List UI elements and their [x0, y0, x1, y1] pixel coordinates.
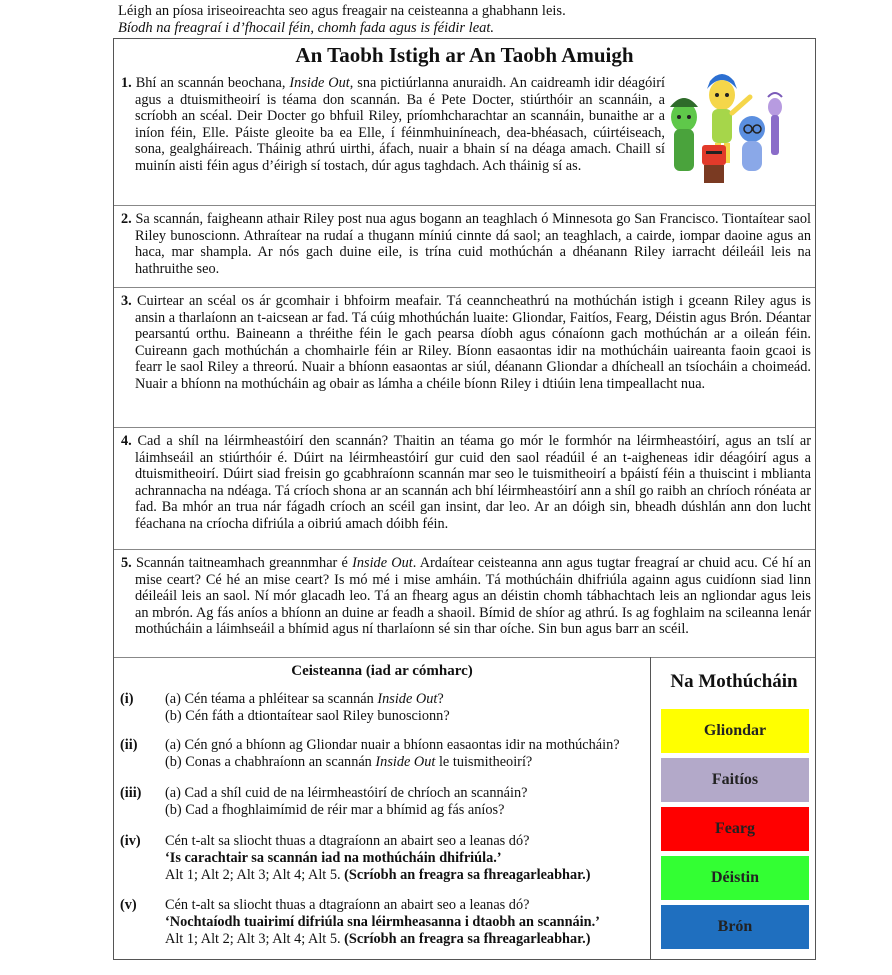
- paragraph-number: 5.: [121, 555, 132, 571]
- sadness-character: [739, 116, 765, 171]
- paragraph-number: 2.: [121, 211, 132, 227]
- emotion-swatch-deistin: Déistin: [661, 856, 809, 900]
- article-frame: [113, 38, 816, 960]
- inside-out-characters-illustration: [662, 67, 784, 185]
- instruction-line-2: Bíodh na freagraí i d’fhocail féin, chomh fada agus is féidir leat.: [118, 20, 495, 36]
- paragraph-number: 4.: [121, 433, 132, 449]
- instructions: [118, 3, 566, 37]
- emotions-panel: [650, 657, 817, 959]
- emotion-swatch-fearg: Fearg: [661, 807, 809, 851]
- paragraph-4: 4. Cad a shíl na léirmheastóirí den scannán? Thaitin an téama go mór le formhór na léirmheastóirí, agus an tslí ar láimhseáil an stiúrthóir é. Dúirt na léirmheastóirí gur cuid den saol réadúil é an t-aigheneas idir déagóirí agus a dtuismitheoirí. Dúirt siad freisin go gcabhraíonn scannán mar seo le tuismitheoirí a bpáistí féin a thuiscint i mblianta achrannacha na ndéaga. Tá críoch shona ar an scannán ach bhí léirmheastóirí ann a shíl go raibh an chríoch rónéata ar fad. Ba mhór an trua nár fágadh críoch an scéil gan insint, dar leo. Ar an dóigh sin, bheadh dúshlán ann don lucht féachana na críocha difriúla a oibriú amach dóibh féin.: [121, 433, 812, 532]
- paragraph-number: 3.: [121, 293, 132, 309]
- questions-panel: Ceisteanna (iad ar cómharc) (i) (a) Cén téama a phléitear sa scannán Inside Out? (b) Cén fáth a dtiontaítear saol Riley bunoscionn? (ii) (a) Cén gnó a bhíonn ag Gliondar nuair a bhíonn easaontas idir na mothúcháin? (b) Conas a chabhraíonn an scannán Inside Out le tuismitheoirí? (iii) (a) Cad a shíl cuid de na léirmheastóirí de chríoch an scannáin? (b) Cad a fhoghlaimímid de réir mar a bhímid ag fás aníos? (iv) Cén t-alt sa sliocht thuas a dtagraíonn an abairt seo a leanas dó? ‘Is carachtair sa scannán iad na mothúcháin dhifriúla.’ Alt 1; Alt 2; Alt 3; Alt 4; Alt 5. (Scríobh an freagra sa fhreagarleabhar.) (v) Cén t-alt sa sliocht thuas a dtagraíonn an abairt seo a leanas dó? ‘Nochtaíodh tuairimí difriúla sna léirmheasanna i dtaobh an scannáin.’ Alt 1; Alt 2; Alt 3; Alt 4; Alt 5. (Scríobh an freagra sa fhreagarleabhar.): [114, 657, 650, 959]
- disgust-character: [670, 98, 698, 171]
- emotion-swatch-bron: Brón: [661, 905, 809, 949]
- questions-heading: Ceisteanna (iad ar cómharc): [291, 663, 473, 679]
- question-number: (i): [120, 691, 134, 707]
- instruction-line-1: Léigh an píosa iriseoireachta seo agus freagair na ceisteanna a ghabhann leis.: [118, 3, 566, 19]
- anger-character: [702, 145, 726, 183]
- paragraph-3: 3. Cuirtear an scéal os ár gcomhair i bhfoirm meafair. Tá ceanncheathrú na mothúchán istigh i gceann Riley agus is ansin a tharlaíonn an t-aicsean ar fad. Tá cúig mhothúchán luaite: Gliondar, Faitíos, Fearg, Déistin agus Brón. Déantar pearsantú orthu. Baineann a thréithe féin le gach pearsa díobh agus cónaíonn gach mothúchán ar a oileán féin. Cuireann gach mothúchán a chomhairle féin ar Riley. Bíonn easaontas idir na mothúcháin uaireanta faoin gcaoi is fearr le saol Riley a threorú. Nuair a bhíonn easaontas ar siúl, déanann Gliondar a dhícheall an tsíocháin a choimeád. Nuair a bhíonn na mothúcháin ag obair as lámha a chéile bíonn Riley i dtiúin lena timpeallacht nua.: [121, 293, 811, 392]
- paragraph-divider: [114, 205, 815, 206]
- emotion-swatch-gliondar: Gliondar: [661, 709, 809, 753]
- emotions-heading: Na Mothúcháin: [670, 671, 798, 692]
- article-title: An Taobh Istigh ar An Taobh Amuigh: [295, 43, 634, 67]
- paragraph-divider: [114, 287, 815, 288]
- paragraph-1: 1. Bhí an scannán beochana, Inside Out, sna pictiúrlanna anuraidh. An caidreamh idir déagóirí agus a dtuismitheoirí is téama don scannán. Ba é Pete Docter, stiúrthóir an scannáin, a scríobh an scéal. Deir Docter go bhfuil Riley, príomhcharachtar an scannáin, bunaithe ar a iníon féin, Elle. Páiste gleoite ba ea Elle, í féinmhuiníneach, dea-bhéasach, cúirtéiseach, sona, gealgháireach. Tháinig athrú uirthi, áfach, nuair a bhain sí na déaga amach. Chaill sí muinín aisti féin agus d’éirigh sí tostach, dúr agus taghdach. Ach tháinig sí as.: [121, 75, 666, 174]
- question-number: (v): [120, 897, 137, 913]
- paragraph-5: 5. Scannán taitneamhach greannmhar é Inside Out. Ardaítear ceisteanna ann agus tugtar freagraí ar chuid acu. Cé hí an mise ceart? Cé hé an mise ceart? Is mó mé i mise amháin. Tá mothúcháin dhifriúla againn agus cuidíonn siad linn déileáil leis an saol. Ní mór glacadh leo. Tá an fhearg agus an déistin chomh tábhachtach leis an ngliondar agus leis an mbrón. Ag fás aníos a bhíonn an duine ar feadh a shaoil. Bímid de shíor ag athrú. Is ag foghlaim na scileanna lenár mothúcháin a láimhseáil a bhímid agus ní tharlaíonn sé sin thar oíche. Sin bun agus barr an scéil.: [121, 555, 812, 637]
- paragraph-2: 2. Sa scannán, faigheann athair Riley post nua agus bogann an teaghlach ó Minnesota go San Francisco. Tiontaítear saol Riley bunoscionn. Athraítear na rudaí a thugann míniú cinnte dá saol; an teaghlach, a cairde, iompar daoine agus an haca, mar shampla. Ar nós gach duine eile, is trína cuid mothúchán a dhéanann Riley iarracht déileáil leis na hathruithe seo.: [121, 211, 811, 277]
- fear-character: [768, 93, 782, 155]
- paragraph-divider: [114, 549, 815, 550]
- paragraph-number: 1.: [121, 75, 132, 91]
- emotion-swatch-faitios: Faitíos: [661, 758, 809, 802]
- paragraph-divider: [114, 427, 815, 428]
- question-number: (ii): [120, 737, 138, 753]
- question-number: (iii): [120, 785, 142, 801]
- question-number: (iv): [120, 833, 141, 849]
